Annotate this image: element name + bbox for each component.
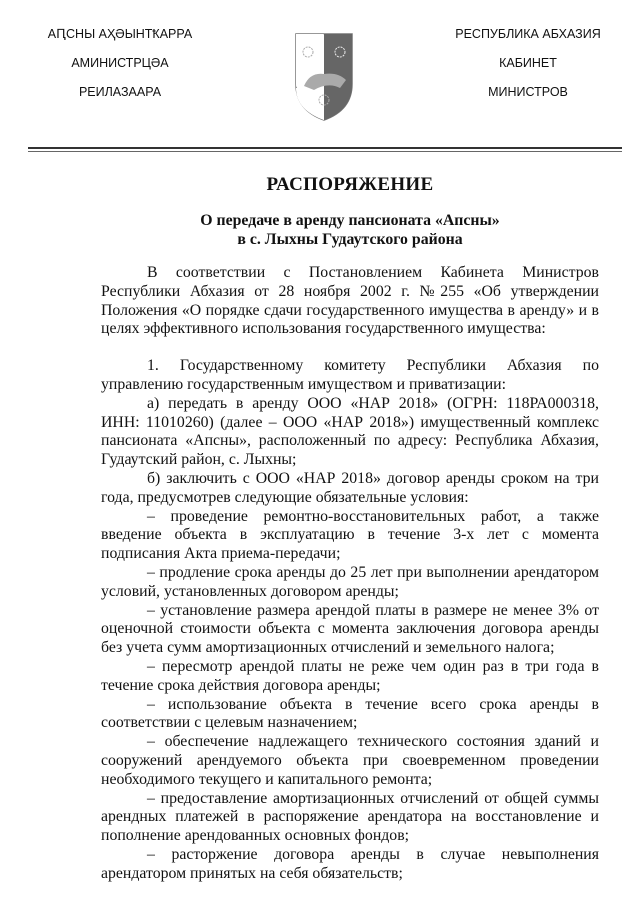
header-left-line: АԤСНЫ АҲӘЫНТҞАРРА <box>47 27 193 41</box>
clause-1a: а) передать в аренду ООО «НАР 2018» (ОГРН: 118РА000318, ИНН: 11010260) (далее – ООО «НАР 2018») имущественный комплекс пансионата «Апсны», расположенный по адресу: Республика Абхазия, Гудаутский район, с. Лыхны; <box>101 394 599 469</box>
condition-item: – пересмотр арендой платы не реже чем один раз в три года в течение срока действия договора аренды; <box>101 657 599 694</box>
condition-item: – продление срока аренды до 25 лет при выполнении арендатором условий, установленных договором аренды; <box>101 563 599 600</box>
condition-item: – установление размера арендой платы в размере не менее 3% от оценочной стоимости объекта с момента заключения договора аренды без учета сумм амортизационных отчислений и земельного налога; <box>101 601 599 657</box>
condition-item: – проведение ремонтно-восстановительных работ, а также введение объекта в эксплуатацию в течение 3-х лет с момента подписания Акта приема-передачи; <box>101 507 599 563</box>
header-divider-thin <box>28 151 622 152</box>
subtitle-line: в с. Лыхны Гудаутского района <box>237 230 463 248</box>
condition-item: – использование объекта в течение всего срока аренды в соответствии с целевым назначением; <box>101 695 599 732</box>
clause-1b: б) заключить с ООО «НАР 2018» договор аренды сроком на три года, предусмотрев следующие обязательные условия: <box>101 469 599 506</box>
header-right-line: КАБИНЕТ <box>499 56 557 70</box>
header-right-russian <box>428 24 628 111</box>
document-body <box>101 264 599 884</box>
document-subtitle <box>101 212 599 250</box>
clause-1: 1. Государственному комитету Республики Абхазия по управлению государственным имуществом и приватизации: <box>101 357 599 393</box>
condition-item: – расторжение договора аренды в случае невыполнения арендатором принятых на себя обязательств; <box>101 845 599 882</box>
header-left-line: АМИНИСТРЦӘА <box>71 56 169 70</box>
condition-item: – обеспечение надлежащего технического состояния зданий и сооружений арендуемого объекта при своевременном проведении необходимого текущего и капитального ремонта; <box>101 733 599 788</box>
coat-of-arms-emblem <box>292 28 356 122</box>
header-right-line: РЕСПУБЛИКА АБХАЗИЯ <box>455 27 601 41</box>
preamble-paragraph: В соответствии с Постановлением Кабинета Министров Республики Абхазия от 28 ноября 2002 г. №255 «Об утверждении Положения «О порядке сдачи государственного имущества в аренду» и в целях эффективного использования государственного имущества: <box>101 264 599 338</box>
document-title: РАСПОРЯЖЕНИЕ <box>266 174 434 195</box>
header-right-line: МИНИСТРОВ <box>488 85 568 99</box>
header-left-abkhaz <box>20 24 220 111</box>
condition-item: – предоставление амортизационных отчислений от общей суммы арендных платежей в распоряжение арендатора на восстановление и пополнение арендованных основных фондов; <box>101 789 599 845</box>
header-left-line: РЕИЛАЗААРА <box>78 85 162 99</box>
subtitle-line: О передаче в аренду пансионата «Апсны» <box>200 212 500 229</box>
header-divider <box>28 147 622 149</box>
